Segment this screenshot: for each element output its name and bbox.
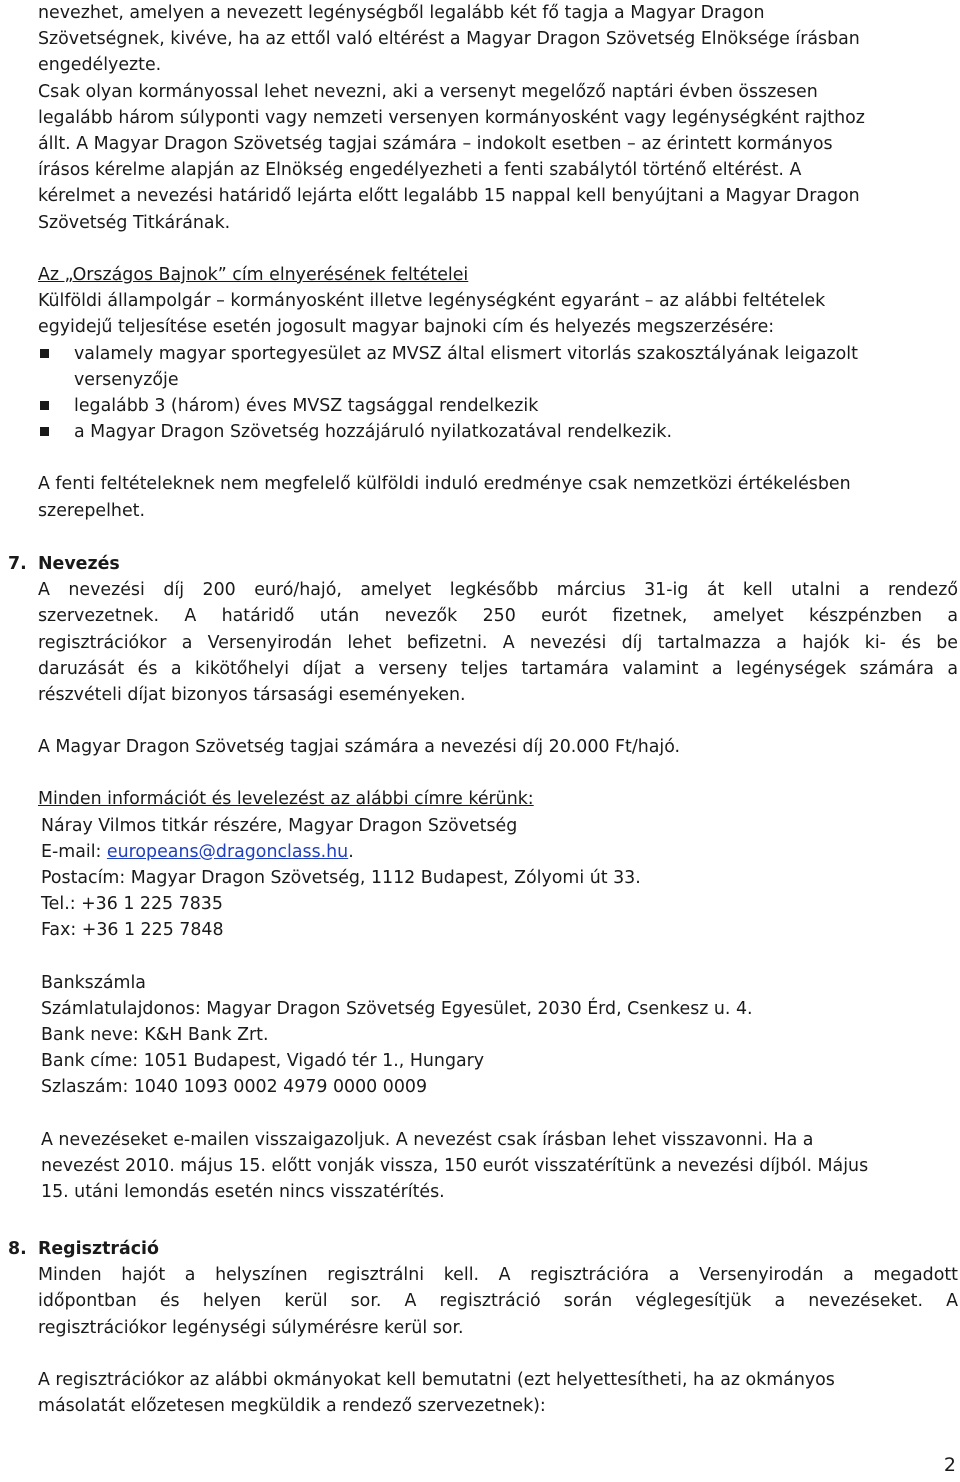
contact-name: Náray Vilmos titkár részére, Magyar Dragon Szövetség <box>41 815 518 836</box>
bullet-text: a Magyar Dragon Szövetség hozzájáruló nyilatkozatával rendelkezik. <box>74 422 672 443</box>
members-fee: A Magyar Dragon Szövetség tagjai számára a nevezési díj 20.000 Ft/hajó. <box>38 737 681 758</box>
email-suffix: . <box>348 841 354 862</box>
bullet-square-icon <box>40 401 49 410</box>
bullet-square-icon <box>40 349 49 358</box>
section-7 <box>8 551 958 1205</box>
bank-title: Bankszámla <box>41 972 146 993</box>
bullet-item <box>38 341 958 393</box>
text-line: regisztrációkor legénységi súlymérésre kerül sor. <box>38 1317 464 1338</box>
bank-owner: Számlatulajdonos: Magyar Dragon Szövetség Egyesület, 2030 Érd, Csenkesz u. 4. <box>41 998 753 1019</box>
fax: Fax: +36 1 225 7848 <box>41 920 224 941</box>
email-label: E-mail: <box>41 841 107 862</box>
text-line: A nevezéseket e-mailen visszaigazoljuk. A nevezést csak írásban lehet visszavonni. Ha a <box>41 1129 814 1150</box>
text-line: Szövetség Titkárának. <box>38 212 231 233</box>
section-number: 8. <box>8 1239 27 1259</box>
bullet-text: valamely magyar sportegyesület az MVSZ által elismert vitorlás szakosztályának leigazolt <box>74 343 858 364</box>
section-title: Regisztráció <box>38 1239 159 1259</box>
text-line: Csak olyan kormányossal lehet nevezni, aki a versenyt megelőző naptári évben összesen <box>38 81 818 102</box>
section-8 <box>8 1236 958 1419</box>
text-line: legalább három súlyponti vagy nemzeti versenyen kormányosként vagy legénységként rajthoz <box>38 107 865 128</box>
bank-name: Bank neve: K&H Bank Zrt. <box>41 1025 269 1046</box>
postal-address: Postacím: Magyar Dragon Szövetség, 1112 Budapest, Zólyomi út 33. <box>41 868 641 889</box>
section-heading <box>8 1236 958 1262</box>
text-line: szervezetnek. A határidő után nevezők 250 eurót fizetnek, amelyet készpénzben a <box>38 606 958 627</box>
text-line: másolatát előzetesen megküldik a rendező szervezetnek): <box>38 1396 546 1417</box>
section-title: Nevezés <box>38 554 120 574</box>
text-line: engedélyezte. <box>38 55 162 76</box>
text-line: 15. utáni lemondás esetén nincs visszatérítés. <box>41 1182 445 1203</box>
text-line: nevezhet, amelyen a nevezett legénységből legalább két fő tagja a Magyar Dragon <box>38 3 765 23</box>
bullet-square-icon <box>40 427 49 436</box>
bullet-item <box>38 393 958 419</box>
text-line: Minden hajót a helyszínen regisztrálni kell. A regisztrációra a Versenyirodán a megadott <box>38 1265 958 1286</box>
text-line: A nevezési díj 200 euró/hajó, amelyet legkésőbb március 31-ig át kell utalni a rendező <box>38 580 958 601</box>
section-heading <box>8 551 958 577</box>
phone: Tel.: +36 1 225 7835 <box>41 894 223 915</box>
text-line: részvételi díjat bizonyos társasági eseményeken. <box>38 685 466 706</box>
text-line: egyidejű teljesítése esetén jogosult magyar bajnoki cím és helyezés megszerzésére: <box>38 317 775 338</box>
bullet-item <box>38 419 958 445</box>
text-line: nevezést 2010. május 15. előtt vonják vissza, 150 eurót visszatérítünk a nevezési díjból. Május <box>41 1155 869 1176</box>
text-line: daruzását és a kikötőhelyi díjat a verseny teljes tartamára valamint a legénységek számára a <box>38 658 958 679</box>
text-line: szerepelhet. <box>38 500 145 521</box>
text-line: A regisztrációkor az alábbi okmányokat kell bemutatni (ezt helyettesítheti, ha az okmányos <box>38 1369 835 1390</box>
contact-title: Minden információt és levelezést az alábbi címre kérünk: <box>38 789 534 810</box>
text-line: írásos kérelme alapján az Elnökség engedélyezheti a fenti szabálytól történő eltérést. A <box>38 160 802 181</box>
champion-title: Az „Országos Bajnok” cím elnyerésének feltételei <box>38 265 469 285</box>
text-line: Szövetségnek, kivéve, ha az ettől való eltérést a Magyar Dragon Szövetség Elnöksége írásban <box>38 29 860 50</box>
bank-address: Bank címe: 1051 Budapest, Vigadó tér 1., Hungary <box>41 1051 485 1072</box>
section-number: 7. <box>8 554 27 574</box>
text-line: Külföldi állampolgár – kormányosként illetve legénységként egyaránt – az alábbi feltételek <box>38 291 826 312</box>
text-line: időpontban és helyen kerül sor. A regisztráció során véglegesítjük a nevezéseket. A <box>38 1291 958 1312</box>
champion-conditions <box>38 262 958 524</box>
text-line: állt. A Magyar Dragon Szövetség tagjai számára – indokolt esetben – az érintett kormányos <box>38 134 833 155</box>
page-number: 2 <box>943 1453 956 1476</box>
text-line: kérelmet a nevezési határidő lejárta előtt legalább 15 nappal kell benyújtani a Magyar Dragon <box>38 186 860 207</box>
bank-account: Szlaszám: 1040 1093 0002 4979 0000 0009 <box>41 1077 428 1098</box>
bullet-text: legalább 3 (három) éves MVSZ tagsággal rendelkezik <box>74 396 539 417</box>
bullet-text: versenyzője <box>74 369 179 390</box>
text-line: regisztrációkor a Versenyirodán lehet befizetni. A nevezési díj tartalmazza a hajók ki- és be <box>38 632 958 653</box>
text-line: A fenti feltételeknek nem megfelelő külföldi induló eredménye csak nemzetközi értékelésben <box>38 474 851 495</box>
eligibility-paragraph <box>38 0 958 236</box>
email-line <box>38 839 958 865</box>
email-link[interactable]: europeans@dragonclass.hu <box>106 841 349 862</box>
